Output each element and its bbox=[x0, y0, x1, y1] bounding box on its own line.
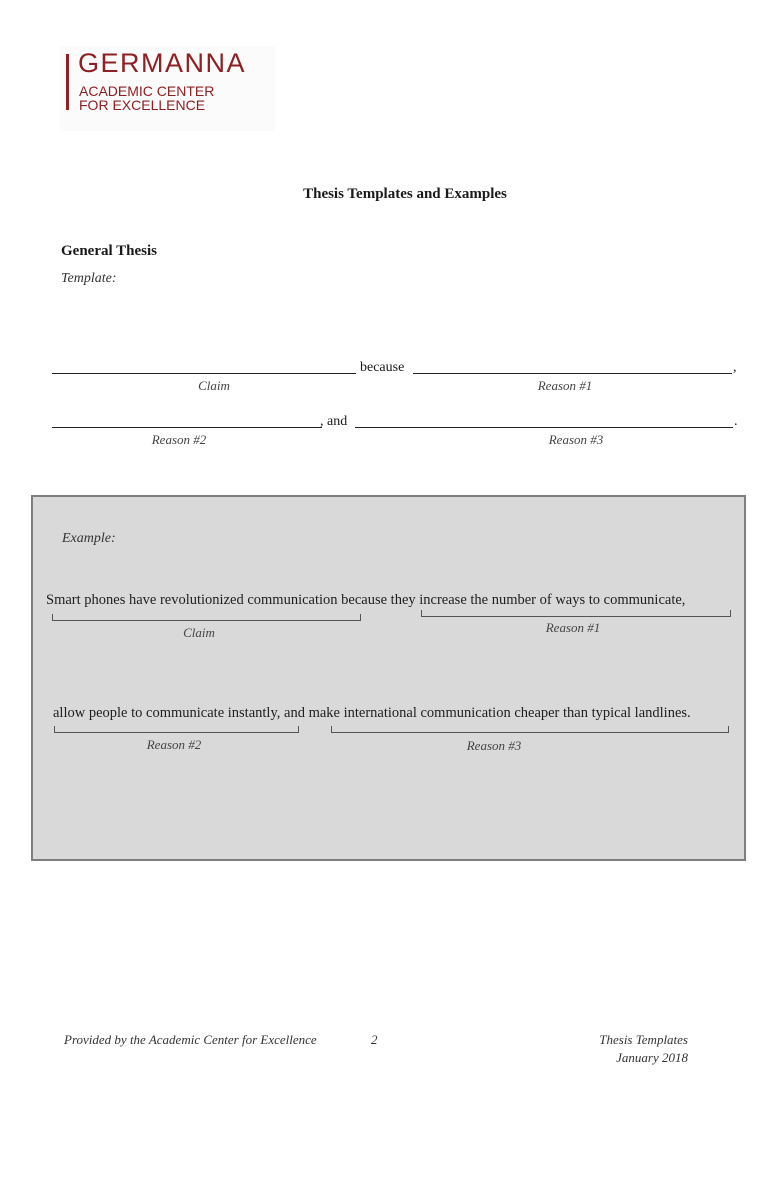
reason1-bracket bbox=[421, 610, 731, 617]
example-sentence-line2: allow people to communicate instantly, and make international communication cheaper than typical landlines. bbox=[53, 705, 691, 721]
reason3-bracket bbox=[331, 726, 729, 733]
footer-date: January 2018 bbox=[616, 1050, 688, 1065]
template-label: Template: bbox=[61, 271, 117, 286]
logo-subtitle-line1: ACADEMIC CENTER bbox=[79, 83, 215, 99]
footer-page-number: 2 bbox=[371, 1032, 378, 1047]
template-caption-reason3: Reason #3 bbox=[548, 432, 604, 447]
template-caption-claim: Claim bbox=[198, 378, 230, 393]
claim-bracket bbox=[52, 614, 361, 621]
example-label: Example: bbox=[62, 531, 116, 546]
germanna-logo bbox=[60, 46, 275, 131]
template-and: , and bbox=[320, 414, 348, 429]
reason3-blank bbox=[355, 427, 733, 428]
section-heading: General Thesis bbox=[61, 243, 157, 259]
example-caption-claim: Claim bbox=[183, 625, 215, 640]
example-caption-reason2: Reason #2 bbox=[146, 737, 202, 752]
template-because: because bbox=[360, 360, 405, 375]
template-comma: , bbox=[733, 360, 737, 375]
reason1-blank bbox=[413, 373, 732, 374]
claim-blank bbox=[52, 373, 356, 374]
footer-provider: Provided by the Academic Center for Excellence bbox=[64, 1032, 317, 1047]
reason2-bracket bbox=[54, 726, 299, 733]
template-caption-reason1: Reason #1 bbox=[537, 378, 593, 393]
page-title: Thesis Templates and Examples bbox=[303, 186, 507, 202]
logo-subtitle-line2: FOR EXCELLENCE bbox=[79, 97, 206, 113]
example-box bbox=[31, 495, 746, 861]
logo-name: GERMANNA bbox=[78, 48, 247, 78]
reason2-blank bbox=[52, 427, 322, 428]
example-caption-reason1: Reason #1 bbox=[545, 620, 601, 635]
example-caption-reason3: Reason #3 bbox=[466, 738, 522, 753]
template-caption-reason2: Reason #2 bbox=[151, 432, 207, 447]
template-period: . bbox=[734, 414, 738, 429]
example-sentence-line1: Smart phones have revolutionized communication because they increase the number of ways to communicate, bbox=[46, 592, 686, 608]
logo-bar bbox=[66, 54, 69, 110]
footer-doc-title: Thesis Templates bbox=[599, 1032, 688, 1047]
